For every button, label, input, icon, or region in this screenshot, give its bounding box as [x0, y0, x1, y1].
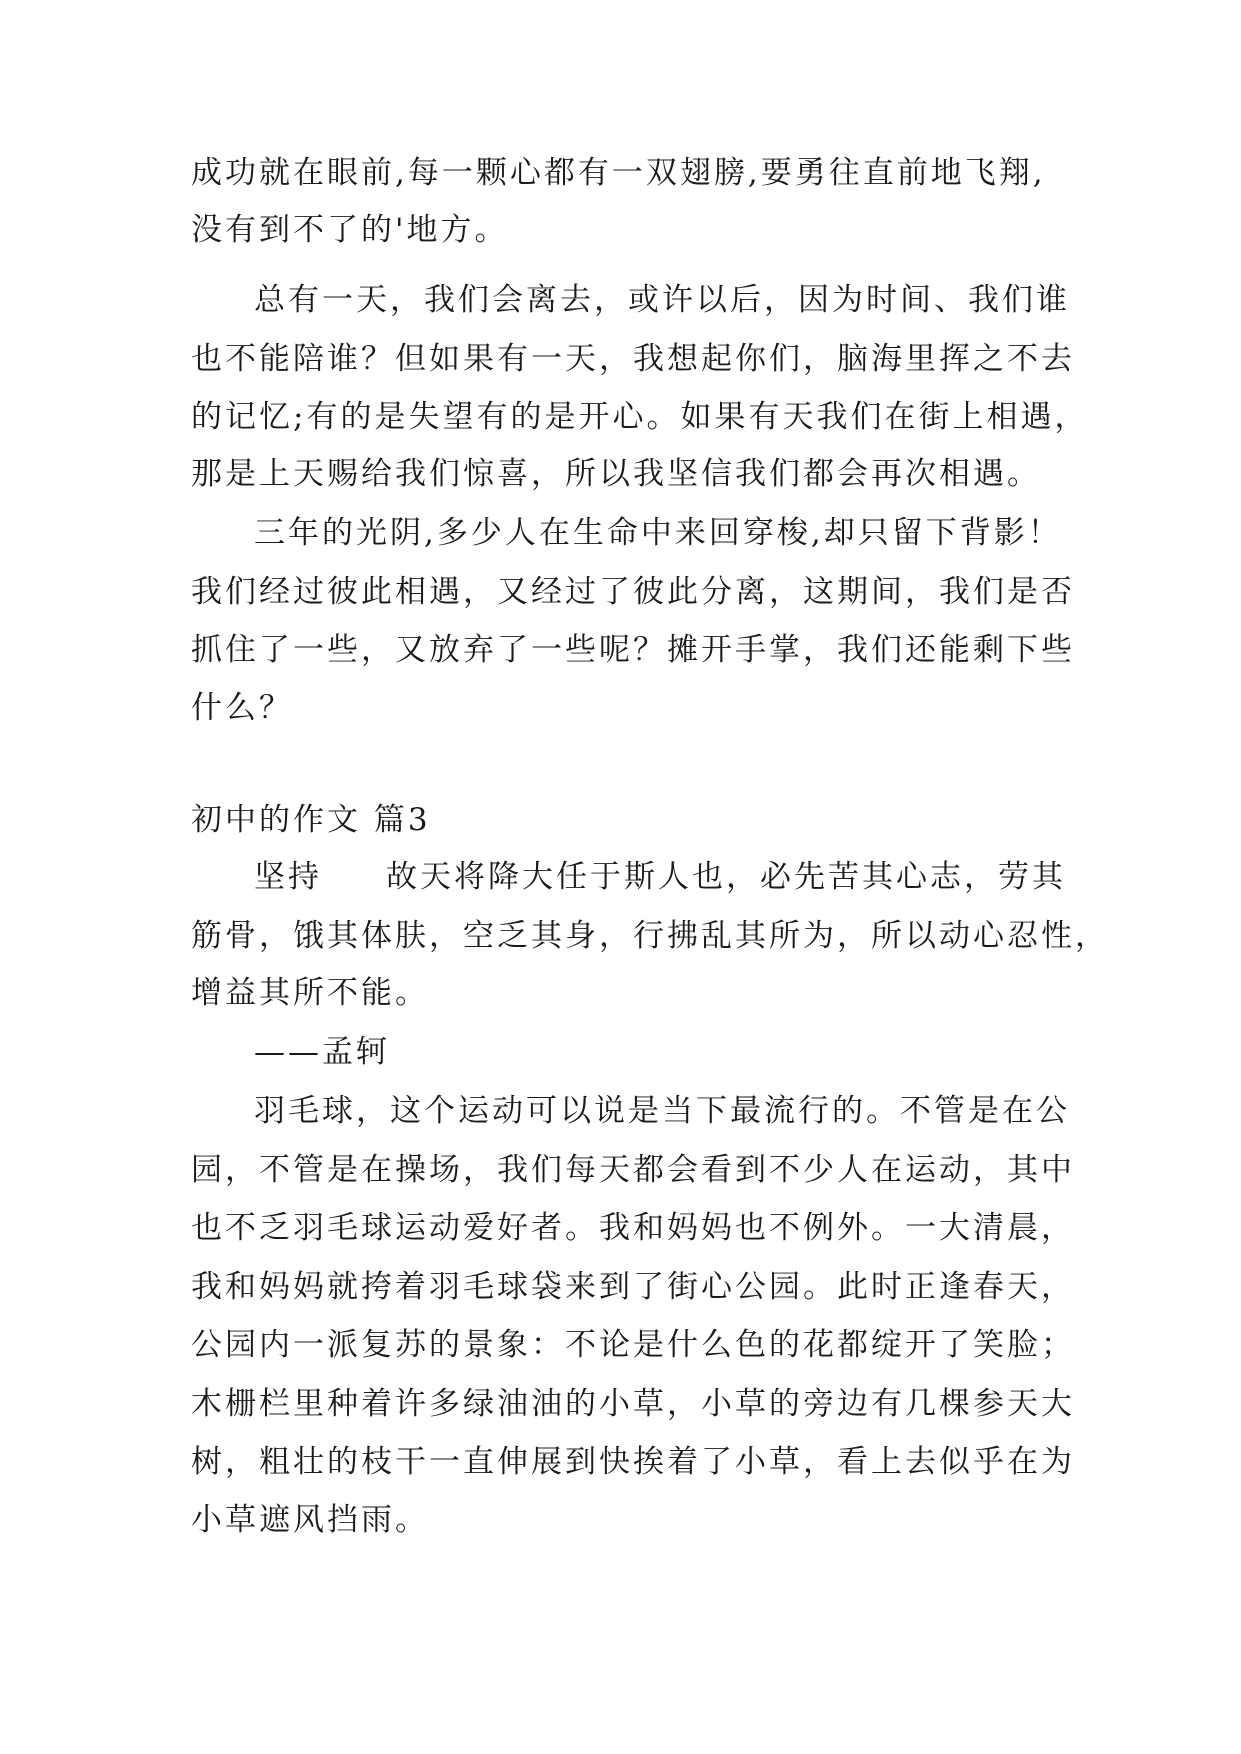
- text-line: 那是上天赐给我们惊喜，所以我坚信我们都会再次相遇。: [191, 456, 1041, 492]
- text-line: 树，粗壮的枝干一直伸展到快挨着了小草，看上去似乎在为: [191, 1444, 1075, 1480]
- paragraph-start: 三年的光阴,多少人在生命中来回穿梭,却只留下背影！: [254, 515, 1062, 551]
- paragraph-start: 总有一天，我们会离去，或许以后，因为时间、我们谁: [254, 282, 1070, 318]
- text-line: 园，不管是在操场，我们每天都会看到不少人在运动，其中: [191, 1152, 1075, 1188]
- paragraph-start: [254, 857, 1066, 897]
- text-line: 也不乏羽毛球运动爱好者。我和妈妈也不例外。一大清晨，: [191, 1210, 1075, 1246]
- text-line: 小草遮风挡雨。: [191, 1502, 429, 1538]
- text-line: 什么？: [191, 690, 293, 726]
- text-line: 筋骨，饿其体肤，空乏其身，行拂乱其所为，所以动心忍性，: [191, 918, 1109, 954]
- text-line: 抓住了一些，又放弃了一些呢？摊开手掌，我们还能剩下些: [191, 632, 1075, 668]
- text-line: 公园内一派复苏的景象：不论是什么色的花都绽开了笑脸；: [191, 1327, 1075, 1363]
- text-line: 我和妈妈就挎着羽毛球袋来到了街心公园。此时正逢春天，: [191, 1269, 1075, 1305]
- text-line: 木栅栏里种着许多绿油油的小草，小草的旁边有几棵参天大: [191, 1386, 1075, 1422]
- text-line: 没有到不了的'地方。: [191, 212, 509, 248]
- text-line: 我们经过彼此相遇，又经过了彼此分离，这期间，我们是否: [191, 574, 1075, 610]
- quote-attribution: ——孟轲: [254, 1034, 390, 1070]
- text-line: 也不能陪谁？但如果有一天，我想起你们，脑海里挥之不去: [191, 341, 1075, 377]
- essay-title: 坚持: [254, 859, 322, 895]
- paragraph-start: 羽毛球，这个运动可以说是当下最流行的。不管是在公: [254, 1093, 1070, 1129]
- text-line: 的记忆;有的是失望有的是开心。如果有天我们在街上相遇，: [191, 399, 1089, 435]
- quote-text: 故天将降大任于斯人也，必先苦其心志，劳其: [386, 859, 1066, 895]
- text-line: 成功就在眼前,每一颗心都有一双翅膀,要勇往直前地飞翔,: [191, 155, 1046, 191]
- section-heading: 初中的作文 篇3: [191, 802, 431, 838]
- text-line: 增益其所不能。: [191, 975, 429, 1011]
